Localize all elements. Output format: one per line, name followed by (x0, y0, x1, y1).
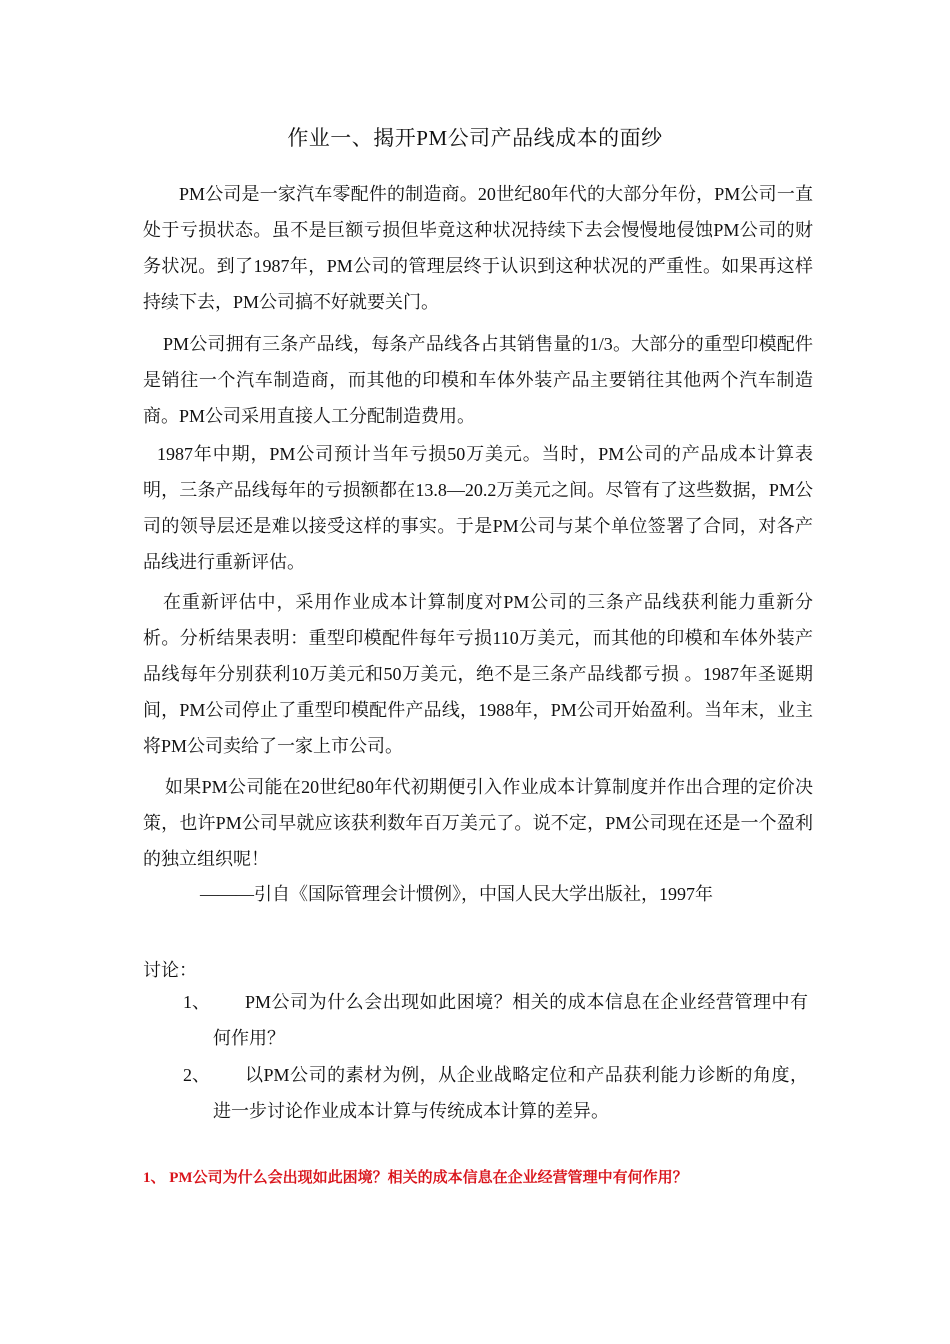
question-number-1: 1、 (183, 992, 210, 1012)
paragraph-2: PM公司拥有三条产品线，每条产品线各占其销售量的1/3。大部分的重型印模配件是销往一个汽车制造商，而其他的印模和车体外装产品主要销往其他两个汽车制造商。PM公司采用直接人工分配制造费用。 (143, 334, 813, 426)
paragraph-3-block (143, 436, 813, 580)
paragraph-3: 1987年中期，PM公司预计当年亏损50万美元。当时，PM公司的产品成本计算表明，三条产品线每年的亏损额都在13.8—20.2万美元之间。尽管有了这些数据，PM公司的领导层还是难以接受这样的事实。于是PM公司与某个单位签署了合同，对各产品线进行重新评估。 (143, 444, 813, 572)
source-citation: ———引自《国际管理会计惯例》，中国人民大学出版社，1997年 (200, 884, 713, 904)
document-title: 作业一、揭开PM公司产品线成本的面纱 (287, 126, 663, 150)
discussion-label: 讨论： (143, 960, 197, 980)
paragraph-4-block (143, 584, 813, 764)
paragraph-5-block (143, 769, 813, 877)
question-text-1: PM公司为什么会出现如此困境？相关的成本信息在企业经营管理中有何作用？ (213, 992, 808, 1048)
paragraph-1: PM公司是一家汽车零配件的制造商。20世纪80年代的大部分年份，PM公司一直处于亏损状态。虽不是巨额亏损但毕竟这种状况持续下去会慢慢地侵蚀PM公司的财务状况。到了1987年，PM公司的管理层终于认识到这种状况的严重性。如果再这样持续下去，PM公司搞不好就要关门。 (143, 184, 813, 312)
paragraph-2-block (143, 326, 813, 434)
paragraph-1-block (143, 176, 813, 320)
question-number-2: 2、 (183, 1065, 210, 1085)
answer-heading: 1、 PM公司为什么会出现如此困境？相关的成本信息在企业经营管理中有何作用？ (143, 1170, 688, 1186)
paragraph-5: 如果PM公司能在20世纪80年代初期便引入作业成本计算制度并作出合理的定价决策，也许PM公司早就应该获利数年百万美元了。说不定，PM公司现在还是一个盈利的独立组织呢！ (143, 777, 813, 869)
question-text-2: 以PM公司的素材为例，从企业战略定位和产品获利能力诊断的角度，进一步讨论作业成本计算与传统成本计算的差异。 (213, 1065, 808, 1121)
paragraph-4: 在重新评估中，采用作业成本计算制度对PM公司的三条产品线获利能力重新分析。分析结果表明：重型印模配件每年亏损110万美元，而其他的印模和车体外装产品线每年分别获利10万美元和50万美元，绝不是三条产品线都亏损 。1987年圣诞期间，PM公司停止了重型印模配件产品线，1988年，PM公司开始盈利。当年末，业主将PM公司卖给了一家上市公司。 (143, 592, 813, 756)
